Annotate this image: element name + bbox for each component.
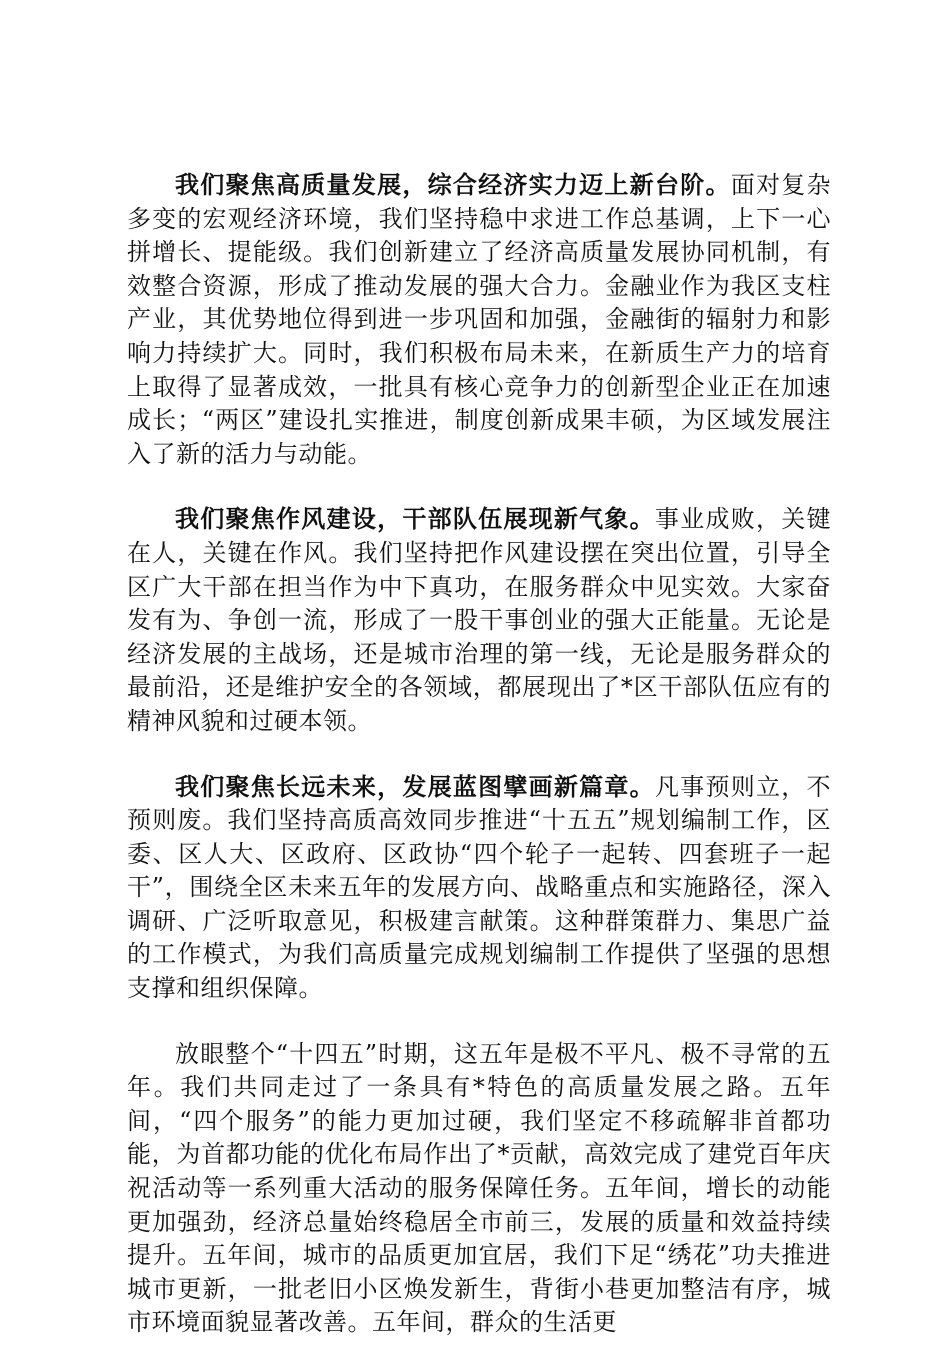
document-page [127, 168, 831, 1371]
paragraph-lead: 我们聚焦长远未来，发展蓝图擘画新篇章。 [175, 771, 655, 801]
paragraph-lead: 我们聚焦高质量发展，综合经济实力迈上新台阶。 [175, 170, 731, 199]
paragraph-body: 面对复杂多变的宏观经济环境，我们坚持稳中求进工作总基调，上下一心拼增长、提能级。我们创新建立了经济高质量发展协同机制，有效整合资源，形成了推动发展的强大合力。金融业作为我区支柱产业，其优势地位得到进一步巩固和加强，金融街的辐射力和影响力持续扩大。同时，我们积极布局未来，在新质生产力的培育上取得了显著成效，一批具有核心竞争力的创新型企业正在加速成长；“两区”建设扎实推进，制度创新成果丰硕，为区域发展注入了新的活力与动能。 [127, 171, 831, 468]
paragraph-future-blueprint [127, 770, 831, 1006]
paragraph-five-year-review [127, 1037, 831, 1340]
paragraph-body: 事业成败，关键在人，关键在作风。我们坚持把作风建设摆在突出位置，引导全区广大干部在担当作为中下真功，在服务群众中见实效。大家奋发有为、争创一流，形成了一股干事创业的强大正能量。无论是经济发展的主战场，还是城市治理的第一线，无论是服务群众的最前沿，还是维护安全的各领域，都展现出了*区干部队伍应有的精神风貌和过硬本领。 [127, 505, 832, 735]
paragraph-lead: 我们聚焦作风建设，干部队伍展现新气象。 [175, 504, 655, 534]
paragraph-body: 凡事预则立，不预则废。我们坚持高质高效同步推进“十五五”规划编制工作，区委、区人大、区政府、区政协“四个轮子一起转、四套班子一起干”，围绕全区未来五年的发展方向、战略重点和实施路径，深入调研、广泛听取意见，积极建言献策。这种群策群力、集思广益的工作模式，为我们高质量完成规划编制工作提供了坚强的思想支撑和组织保障。 [127, 772, 832, 1003]
paragraph-body: 放眼整个“十四五”时期，这五年是极不平凡、极不寻常的五年。我们共同走过了一条具有*特色的高质量发展之路。五年间，“四个服务”的能力更加过硬，我们坚定不移疏解非首都功能，为首都功能的优化布局作出了*贡献，高效完成了建党百年庆祝活动等一系列重大活动的服务保障任务。五年间，增长的动能更加强劲，经济总量始终稳居全市前三，发展的质量和效益持续提升。五年间，城市的品质更加宜居，我们下足“绣花”功夫推进城市更新，一批老旧小区焕发新生，背街小巷更加整洁有序，城市环境面貌显著改善。五年间，群众的生活更 [127, 1039, 831, 1337]
paragraph-work-style [127, 502, 831, 738]
paragraph-economy [127, 168, 831, 471]
